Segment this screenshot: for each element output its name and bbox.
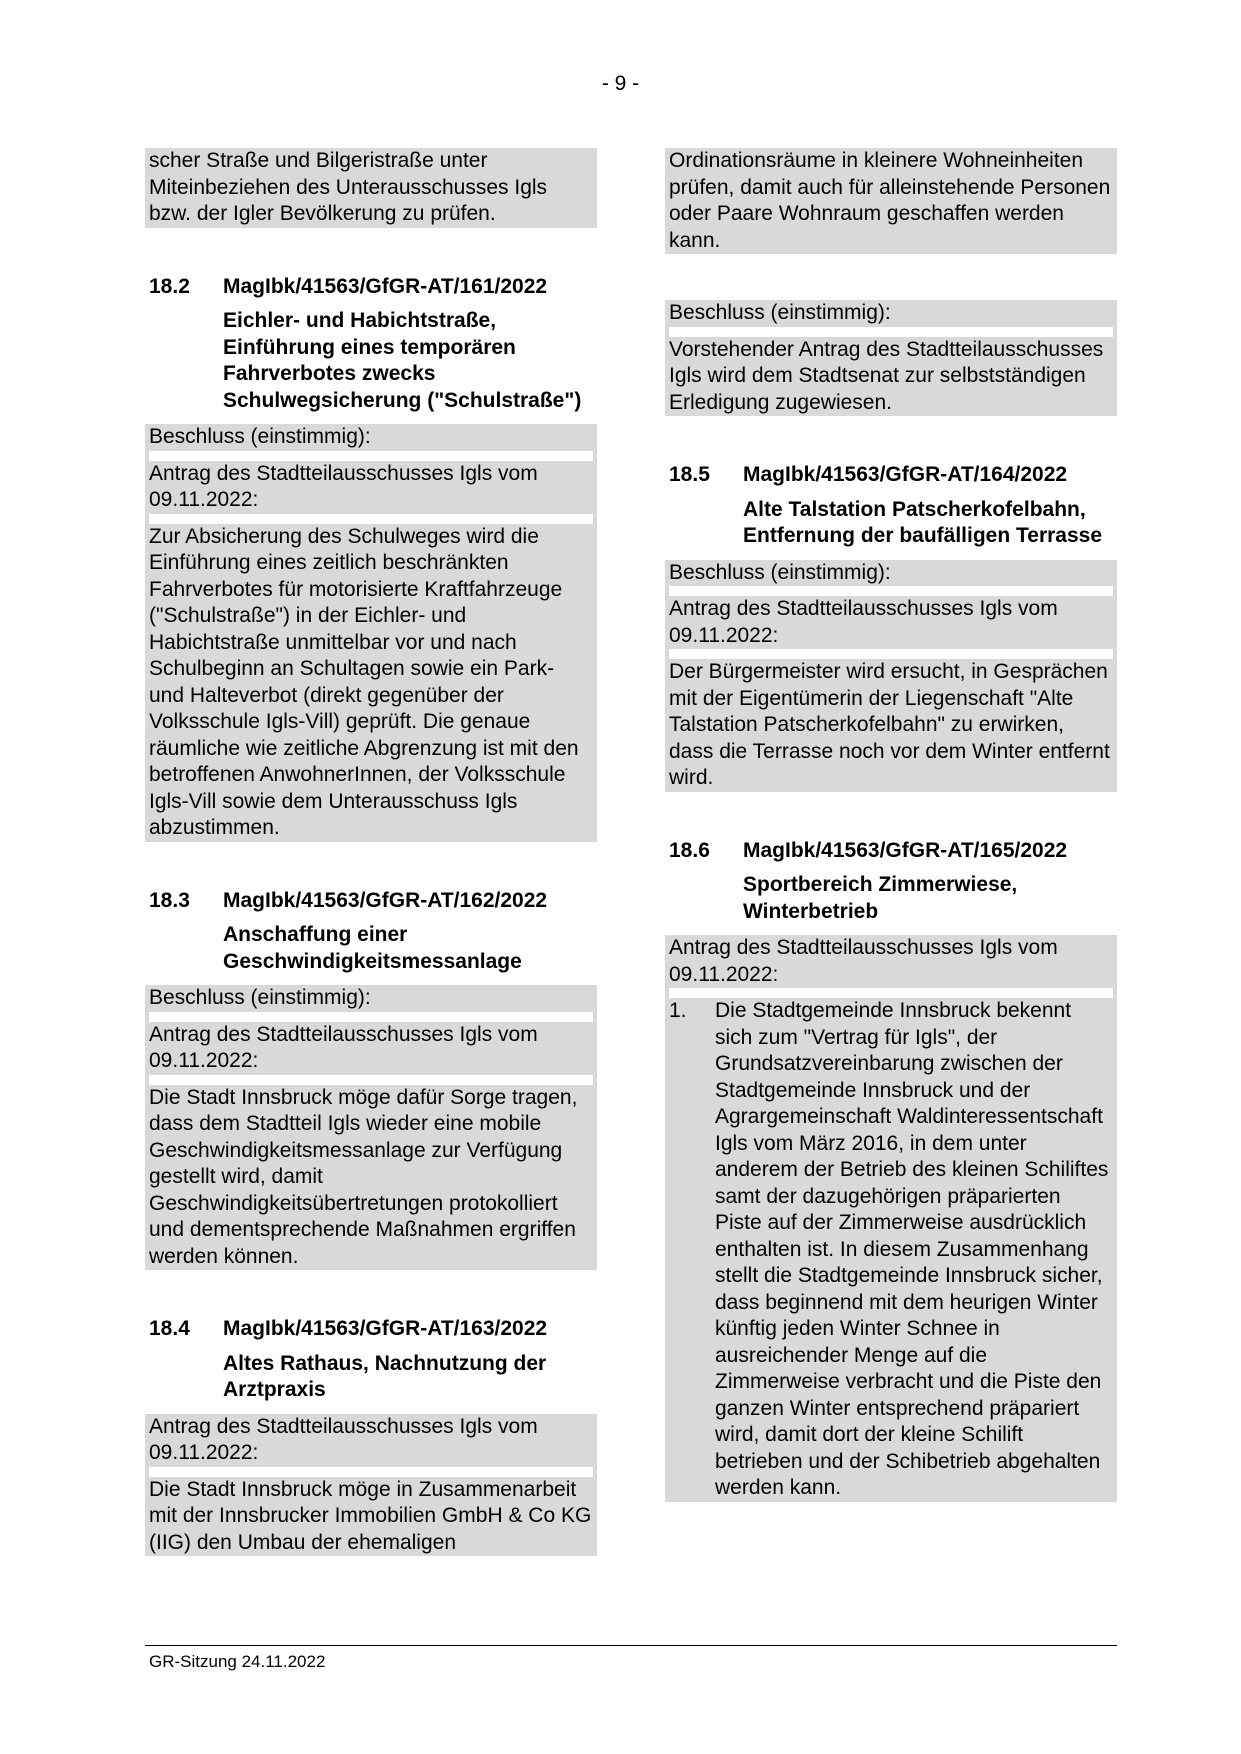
- beschluss-label: Beschluss (einstimmig):: [669, 301, 891, 324]
- section-18-3-body: [145, 985, 597, 1270]
- section-title: Altes Rathaus, Nachnutzung der Arztpraxis: [223, 1351, 547, 1401]
- section-number: 18.5: [669, 463, 710, 486]
- beschluss-label: Beschluss (einstimmig):: [669, 560, 891, 584]
- section-code: MagIbk/41563/GfGR-AT/164/2022: [743, 463, 1068, 486]
- section-code: MagIbk/41563/GfGR-AT/162/2022: [223, 888, 548, 912]
- section-18-4-body: [145, 1414, 597, 1557]
- section-number: 18.3: [149, 888, 190, 912]
- section-code: MagIbk/41563/GfGR-AT/161/2022: [223, 274, 548, 298]
- zuweisung-text: Vorstehender Antrag des Stadtteilausschusses Igls wird dem Stadtsenat zur selbstständigen Erledigung zugewiesen.: [669, 337, 1104, 414]
- antrag-label: Antrag des Stadtteilausschusses Igls vom 09.11.2022:: [149, 461, 538, 511]
- section-number: 18.4: [149, 1317, 190, 1340]
- left-column: [145, 148, 597, 1556]
- antrag-text: Die Stadt Innsbruck möge dafür Sorge tragen, dass dem Stadtteil Igls wieder eine mobile Geschwindigkeitsmessanlage zur Verfügung gestellt wird, damit Geschwindigkeitsübertretungen protokolliert und dementsprechende Maßnahmen ergriffen werden können.: [149, 1085, 578, 1268]
- antrag-text: Die Stadt Innsbruck möge in Zusammenarbeit mit der Innsbrucker Immobilien GmbH & Co KG (IIG) den Umbau der ehemaligen: [149, 1477, 592, 1554]
- section-title: Eichler- und Habichtstraße, Einführung eines temporären Fahrverbotes zwecks Schulwegsicherung ("Schulstraße"): [223, 309, 582, 412]
- section-number: 18.6: [669, 838, 710, 862]
- section-title: Sportbereich Zimmerwiese, Winterbetrieb: [743, 873, 1018, 923]
- footer-text: GR-Sitzung 24.11.2022: [149, 1652, 326, 1671]
- section-18-5-heading: [665, 462, 1117, 489]
- list-item-text: Die Stadtgemeinde Innsbruck bekennt sich zum "Vertrag für Igls", der Grundsatzvereinbarung zwischen der Stadtgemeinde Innsbruck und der Agrargemeinschaft Waldinteressentschaft Igls vom März 2016, in dem unter anderem der Betrieb des kleinen Schiliftes samt der dazugehörigen präparierten Piste auf der Zimmerweise ausdrücklich enthalten ist. In diesem Zusammenhang stellt die Stadtgemeinde Innsbruck sicher, dass beginnend mit dem heurigen Winter künftig jeden Winter Schnee in ausreichender Menge auf die Zimmerweise verbracht und die Piste den ganzen Winter entsprechend präpariert wird, damit dort der kleine Schilift betrieben und der Schibetrieb abgehalten werden kann.: [715, 999, 1109, 1499]
- list-item: [669, 998, 1113, 1502]
- beschluss-block: [665, 300, 1117, 416]
- antrag-label: Antrag des Stadtteilausschusses Igls vom 09.11.2022:: [149, 1022, 538, 1072]
- section-number: 18.2: [149, 274, 190, 298]
- list-item-number: 1.: [669, 999, 687, 1022]
- section-18-4-heading: [145, 1316, 597, 1343]
- section-title: Alte Talstation Patscherkofelbahn, Entfernung der baufälligen Terrasse: [743, 497, 1103, 547]
- section-title: Anschaffung einer Geschwindigkeitsmessanlage: [223, 923, 522, 973]
- section-18-5-body: [665, 560, 1117, 792]
- section-18-6-body: [665, 935, 1117, 1502]
- section-18-6-heading: [665, 838, 1117, 865]
- continuation-text-right: Ordinationsräume in kleinere Wohneinheiten prüfen, damit auch für alleinstehende Personen oder Paare Wohnraum geschaffen werden kann.: [665, 148, 1117, 254]
- beschluss-label: Beschluss (einstimmig):: [149, 986, 371, 1009]
- antrag-label: Antrag des Stadtteilausschusses Igls vom 09.11.2022:: [669, 597, 1058, 647]
- section-18-2-body: [145, 424, 597, 842]
- antrag-text: Zur Absicherung des Schulweges wird die Einführung eines zeitlich beschränkten Fahrverbotes für motorisierte Kraftfahrzeuge ("Schulstraße") in der Eichler- und Habichtstraße unmittelbar vor und nach Schulbeginn an Schultagen sowie ein Park- und Halteverbot (direkt gegenüber der Volksschule Igls-Vill) geprüft. Die genaue räumliche wie zeitliche Abgrenzung ist mit den betroffenen AnwohnerInnen, der Volksschule Igls-Vill sowie dem Unterausschuss Igls abzustimmen.: [149, 524, 579, 839]
- footer-divider: [145, 1645, 1117, 1646]
- antrag-label: Antrag des Stadtteilausschusses Igls vom 09.11.2022:: [669, 936, 1058, 986]
- continuation-text-left: scher Straße und Bilgeristraße unter Miteinbeziehen des Unterausschusses Igls bzw. der Igler Bevölkerung zu prüfen.: [145, 148, 597, 228]
- section-18-3-heading: [145, 888, 597, 915]
- antrag-text: Der Bürgermeister wird ersucht, in Gesprächen mit der Eigentümerin der Liegenschaft "Alte Talstation Patscherkofelbahn" zu erwirken, dass die Terrasse noch vor dem Winter entfernt wird.: [669, 660, 1110, 789]
- beschluss-label: Beschluss (einstimmig):: [149, 425, 371, 448]
- section-18-2-heading: [145, 274, 597, 301]
- section-code: MagIbk/41563/GfGR-AT/163/2022: [223, 1317, 548, 1340]
- page-number: - 9 -: [601, 72, 640, 95]
- right-column: [665, 148, 1117, 1502]
- antrag-label: Antrag des Stadtteilausschusses Igls vom 09.11.2022:: [149, 1414, 538, 1464]
- section-code: MagIbk/41563/GfGR-AT/165/2022: [743, 838, 1068, 862]
